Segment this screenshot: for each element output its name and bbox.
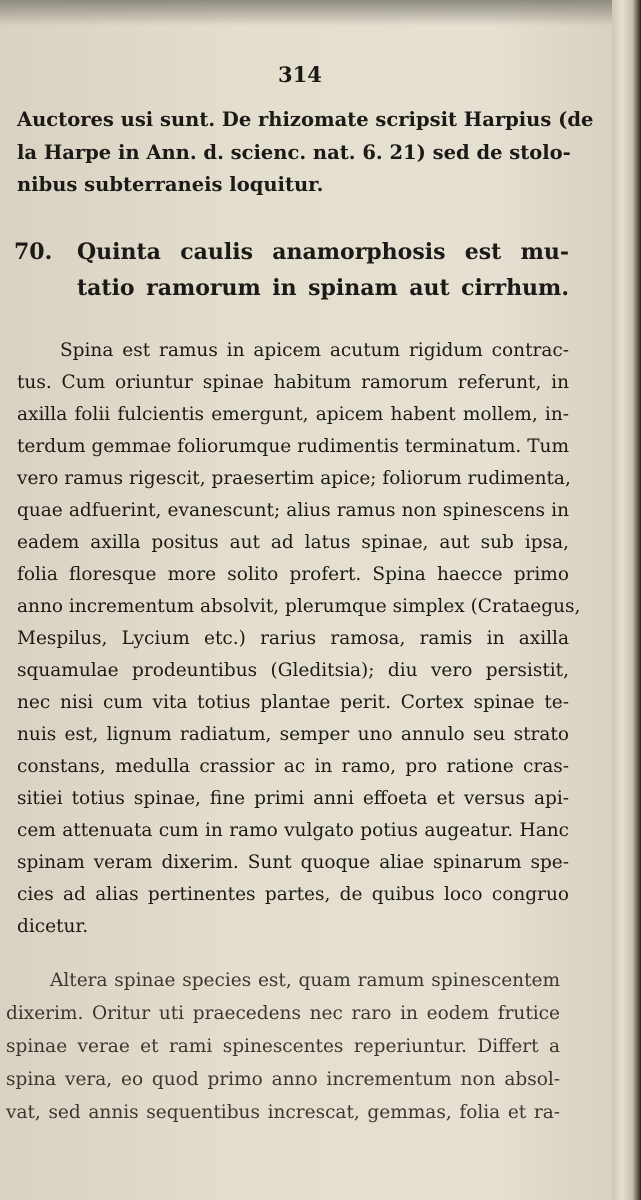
paragraph-1-line: Mespilus, Lycium etc.) rarius ramosa, ramis in axilla <box>17 628 569 649</box>
paragraph-1-line: axilla folii fulcientis emergunt, apicem habent mollem, in- <box>17 404 569 425</box>
paragraph-2-line: dixerim. Oritur uti praecedens nec raro in eodem frutice <box>6 1003 560 1024</box>
paragraph-1-line: sitiei totius spinae, fine primi anni effoeta et versus api- <box>17 788 569 809</box>
section-title-line: Quinta caulis anamorphosis est mu- <box>77 239 569 265</box>
paragraph-2-line: spinae verae et rami spinescentes reperiuntur. Differt a <box>6 1036 560 1057</box>
page-edge <box>612 0 641 1200</box>
paragraph-1-line: folia floresque more solito profert. Spina haecce primo <box>17 564 569 585</box>
paragraph-2-line: spina vera, eo quod primo anno incrementum non absol- <box>6 1069 560 1090</box>
section-number: 70. <box>14 239 53 265</box>
paragraph-1-line: tus. Cum oriuntur spinae habitum ramorum referunt, in <box>17 372 569 393</box>
paragraph-2-line: vat, sed annis sequentibus increscat, gemmas, folia et ra- <box>6 1102 560 1123</box>
paragraph-1-line: cem attenuata cum in ramo vulgato potius augeatur. Hanc <box>17 820 569 841</box>
page-number: 314 <box>278 62 322 87</box>
paragraph-1-line: dicetur. <box>17 916 89 937</box>
section-title-line: tatio ramorum in spinam aut cirrhum. <box>77 275 569 301</box>
paragraph-1-line: constans, medulla crassior ac in ramo, pro ratione cras- <box>17 756 569 777</box>
paragraph-1-line: terdum gemmae foliorumque rudimentis terminatum. Tum <box>17 436 569 457</box>
paragraph-1-line: anno incrementum absolvit, plerumque simplex (Crataegus, <box>17 596 581 617</box>
paragraph-1-line: quae adfuerint, evanescunt; alius ramus non spinescens in <box>17 500 569 521</box>
paragraph-1-line: spinam veram dixerim. Sunt quoque aliae spinarum spe- <box>17 852 569 873</box>
page-top-shadow <box>0 0 615 26</box>
paragraph-1-line: squamulae prodeuntibus (Gleditsia); diu vero persistit, <box>17 660 569 681</box>
paragraph-1-line: nuis est, lignum radiatum, semper uno annulo seu strato <box>17 724 569 745</box>
top-paragraph-line: Auctores usi sunt. De rhizomate scripsit Harpius (de <box>17 108 594 131</box>
paragraph-1-line: eadem axilla positus aut ad latus spinae, aut sub ipsa, <box>17 532 569 553</box>
top-paragraph-line: nibus subterraneis loquitur. <box>17 173 324 196</box>
paragraph-2-line: Altera spinae species est, quam ramum spinescentem <box>50 970 560 991</box>
paragraph-1-line: nec nisi cum vita totius plantae perit. Cortex spinae te- <box>17 692 569 713</box>
paragraph-1-line: vero ramus rigescit, praesertim apice; foliorum rudimenta, <box>17 468 571 489</box>
top-paragraph-line: la Harpe in Ann. d. scienc. nat. 6. 21) sed de stolo- <box>17 141 571 164</box>
paragraph-1-line: Spina est ramus in apicem acutum rigidum contrac- <box>60 340 569 361</box>
paragraph-1-line: cies ad alias pertinentes partes, de quibus loco congruo <box>17 884 569 905</box>
